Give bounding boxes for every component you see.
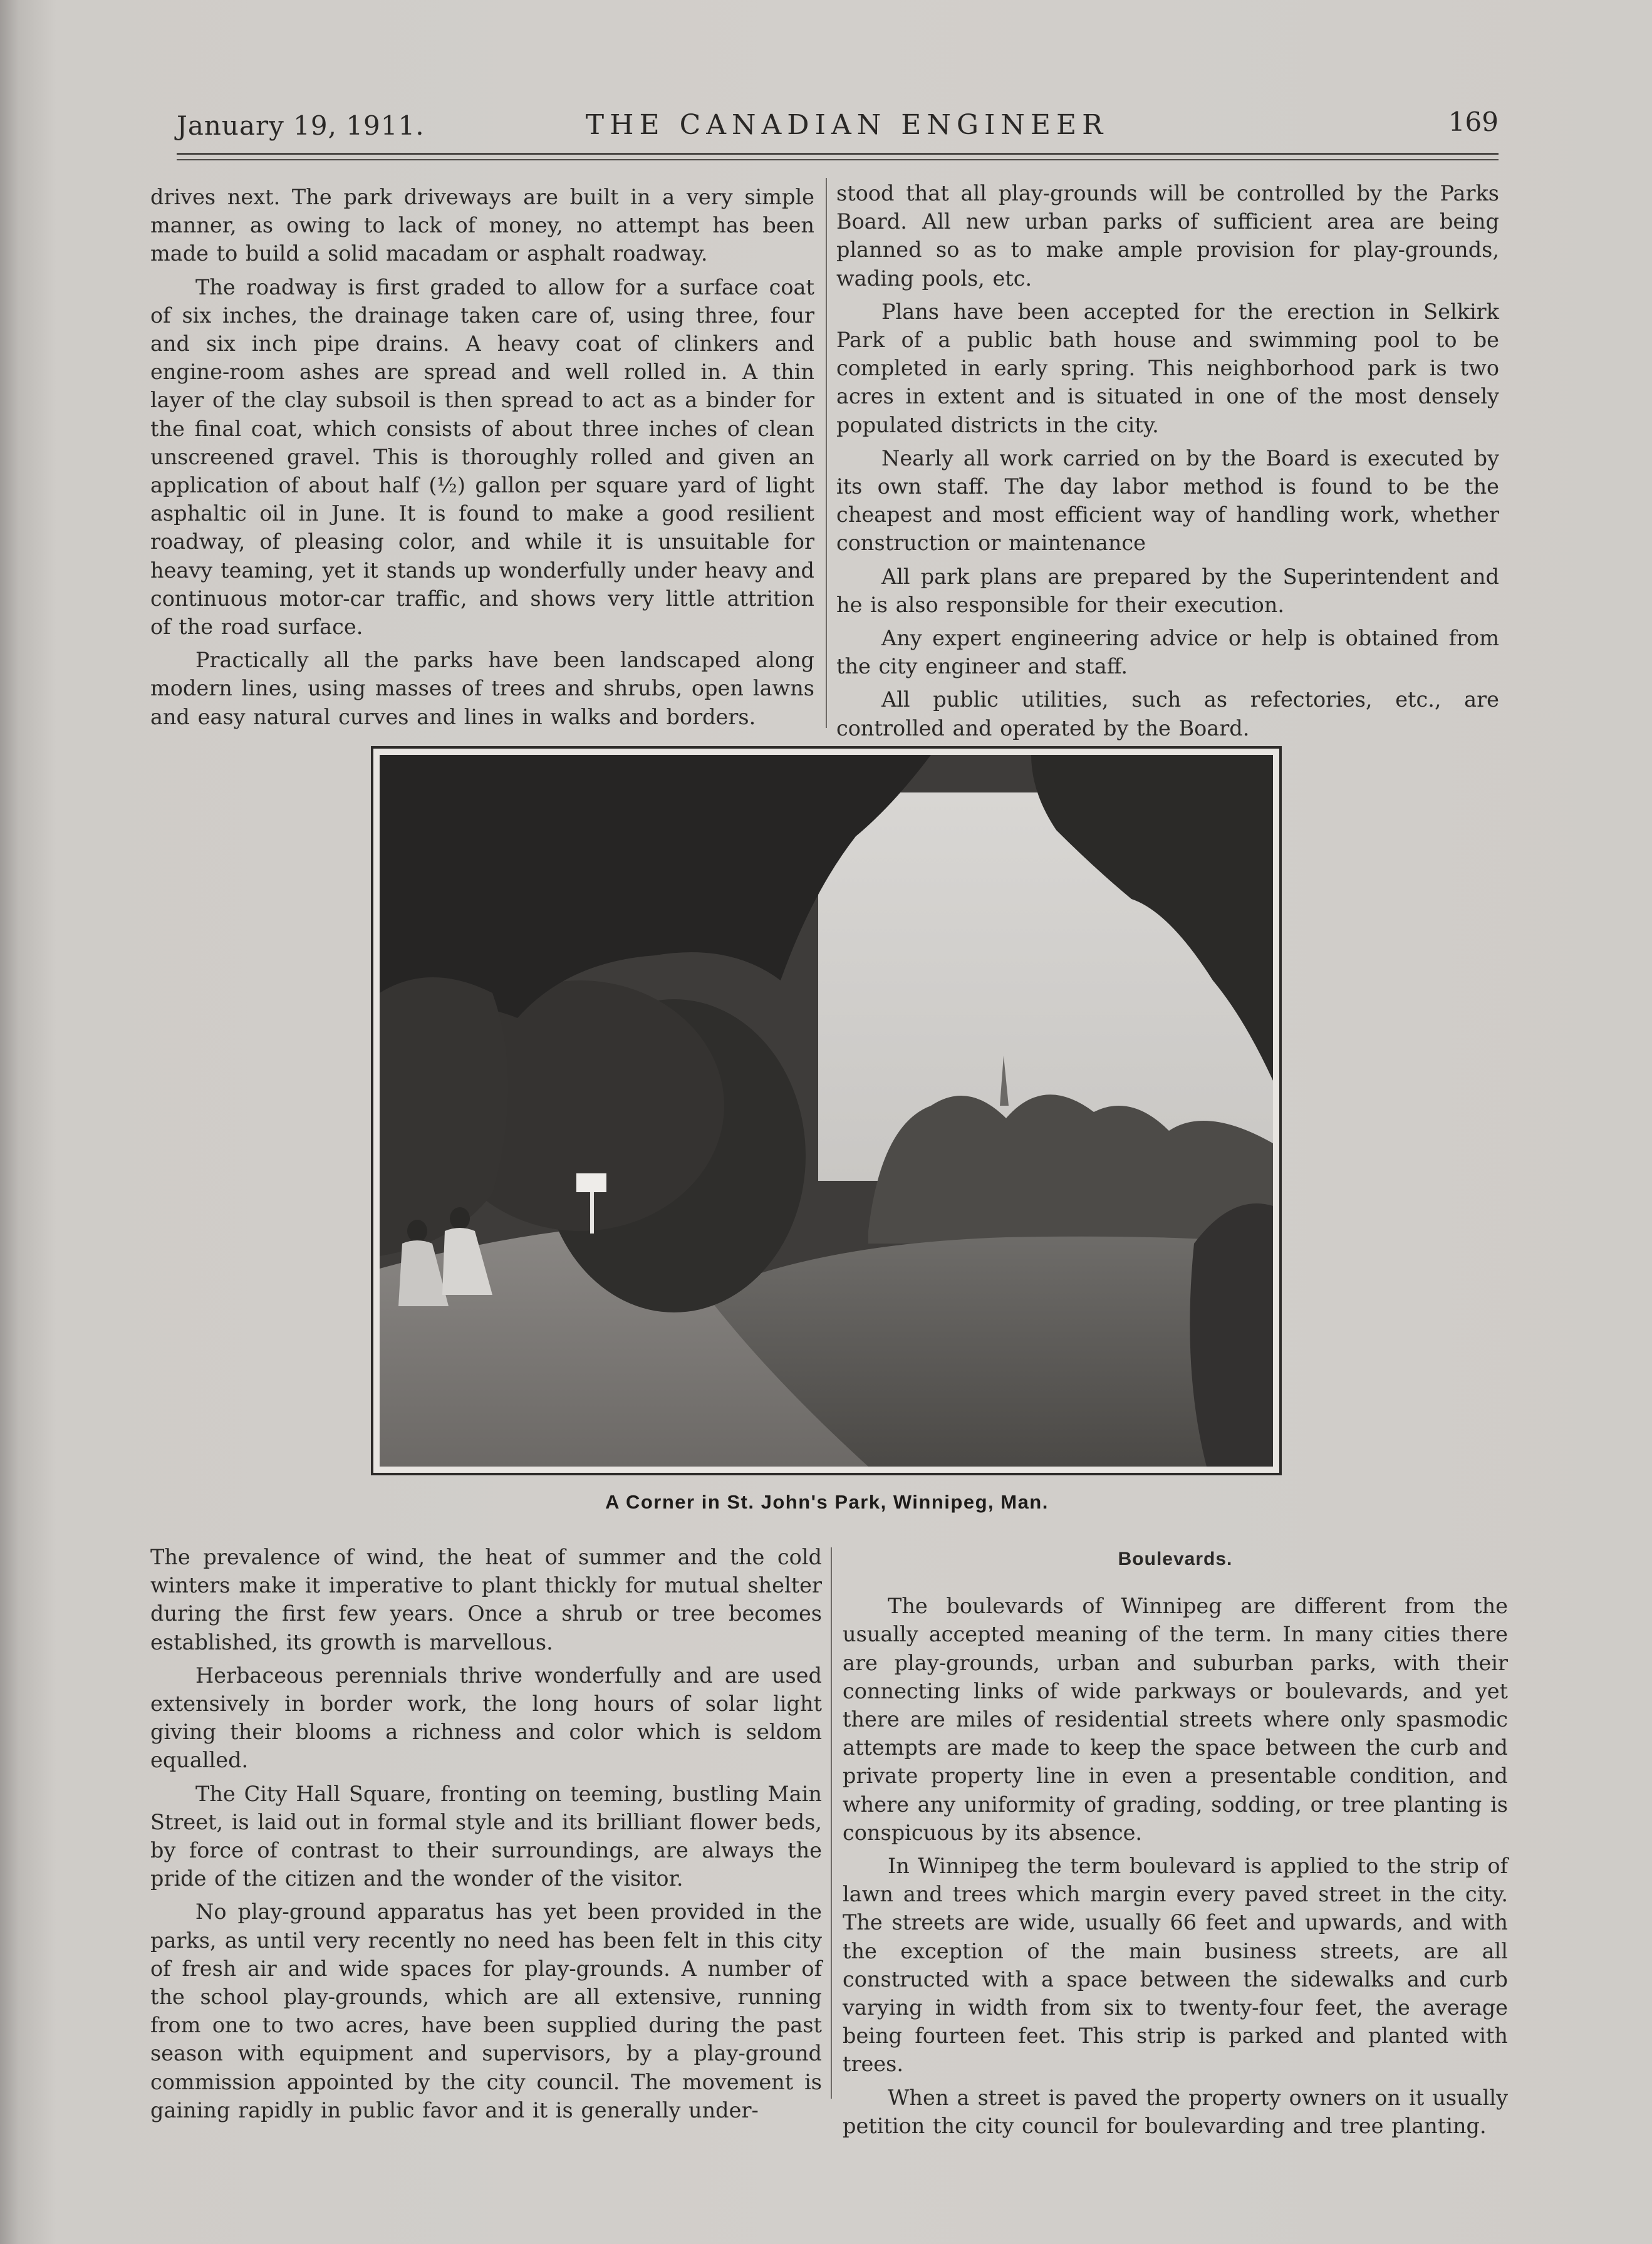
lower-right-column: [843, 1545, 1508, 2145]
column-divider: [831, 1547, 832, 2099]
paragraph: Plans have been accepted for the erection in Selkirk Park of a public bath house and swimming pool to be completed in early spring. This neighborhood park is two acres in extent and is situated in one of the most densely populated districts in the city.: [836, 299, 1499, 437]
paragraph: Practically all the parks have been landscaped along modern lines, using masses of trees and shrubs, open lawns and easy natural curves and lines in walks and borders.: [150, 648, 814, 729]
paragraph: The boulevards of Winnipeg are different from the usually accepted meaning of the term. In many cities there are play-grounds, urban and suburban parks, with their connecting links of wide parkways or boulevards, and yet there are miles of residential streets where only spasmodic attempts are made to keep the space between the curb and private property line in even a presentable condition, and where any uniformity of grading, sodding, or tree planting is conspicuous by its absence.: [843, 1594, 1508, 1845]
section-heading: Boulevards.: [1118, 1549, 1233, 1569]
upper-right-column: [836, 179, 1499, 747]
issue-date: January 19, 1911.: [177, 110, 425, 141]
paragraph: In Winnipeg the term boulevard is applied to the strip of lawn and trees which margin every paved street in the city. The streets are wide, usually 66 feet and upwards, and with the exception of the main business streets, are all constructed with a space between the sidewalks and curb varying in width from six to twenty-four feet, the average being fourteen feet. This strip is parked and planted with trees.: [843, 1854, 1508, 2077]
paragraph: Any expert engineering advice or help is obtained from the city engineer and staff.: [836, 626, 1499, 679]
page-number: 169: [1448, 106, 1499, 137]
paragraph: drives next. The park driveways are built in a very simple manner, as owing to lack of money, no attempt has been made to build a solid macadam or asphalt roadway.: [150, 185, 814, 266]
paragraph: All park plans are prepared by the Superintendent and he is also responsible for their execution.: [836, 564, 1499, 617]
header-rule: [177, 153, 1499, 155]
paragraph: The prevalence of wind, the heat of summer and the cold winters make it imperative to plant thickly for mutual shelter during the first few years. Once a shrub or tree becomes established, its growth is marvellous.: [150, 1545, 822, 1654]
column-divider: [826, 178, 827, 728]
header-rule-secondary: [177, 159, 1499, 160]
figure-caption: A Corner in St. John's Park, Winnipeg, Man.: [605, 1491, 1049, 1513]
park-scene-illustration: [380, 755, 1273, 1467]
paragraph: Herbaceous perennials thrive wonderfully and are used extensively in border work, the long hours of solar light giving their blooms a richness and color which is seldom equalled.: [150, 1663, 822, 1773]
paragraph: All public utilities, such as refectories, etc., are controlled and operated by the Board.: [836, 687, 1499, 740]
paragraph: The City Hall Square, fronting on teeming, bustling Main Street, is laid out in formal style and its brilliant flower beds, by force of contrast to their surroundings, are always the pride of the citizen and the wonder of the visitor.: [150, 1781, 822, 1891]
journal-title: THE CANADIAN ENGINEER: [585, 109, 1109, 141]
paragraph: stood that all play-grounds will be controlled by the Parks Board. All new urban parks of sufficient area are being planned so as to make ample provision for play-grounds, wading pools, etc.: [836, 181, 1499, 291]
lower-left-column: [150, 1543, 822, 2129]
paragraph: No play-ground apparatus has yet been provided in the parks, as until very recently no need has been felt in this city of fresh air and wide spaces for play-grounds. A number of the school play-grounds, which are all extensive, running from one to two acres, have been supplied during the past season with equipment and supervisors, by a play-ground commission appointed by the city council. The movement is gaining rapidly in public favor and it is generally under-: [150, 1899, 822, 2122]
paragraph: Nearly all work carried on by the Board is executed by its own staff. The day labor method is found to be the cheapest and most efficient way of handling work, whether construction or maintenance: [836, 445, 1499, 556]
running-header: [177, 106, 1499, 150]
park-photograph: [371, 746, 1282, 1475]
paragraph: The roadway is first graded to allow for a surface coat of six inches, the drainage taken care of, using three, four and six inch pipe drains. A heavy coat of clinkers and engine-room ashes are spread and well rolled in. A thin layer of the clay subsoil is then spread to act as a binder for the final coat, which consists of about three inches of clean unscreened gravel. This is thoroughly rolled and given an application of about half (½) gallon per square yard of light asphaltic oil in June. It is found to make a good resilient roadway, of pleasing color, and while it is unsuitable for heavy teaming, yet it stands up wonderfully under heavy and continuous motor-car traffic, and shows very little attrition of the road surface.: [150, 274, 814, 640]
upper-left-column: [150, 183, 814, 736]
paragraph: When a street is paved the property owners on it usually petition the city council for boulevarding and tree planting.: [843, 2085, 1508, 2138]
